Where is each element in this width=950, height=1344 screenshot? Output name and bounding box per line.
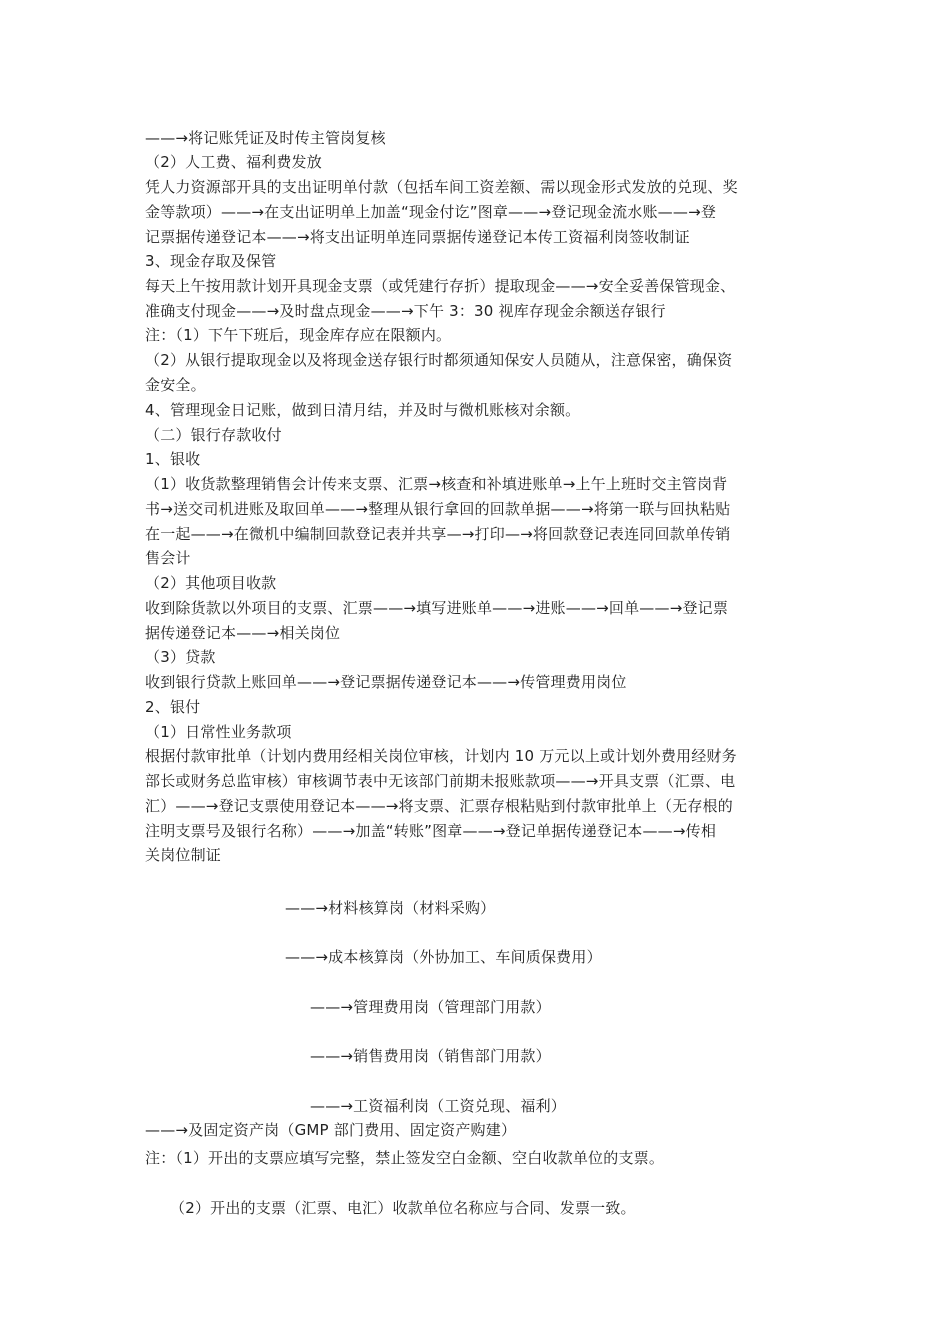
text-line: 根据付款审批单（计划内费用经相关岗位审核，计划内 10 万元以上或计划外费用经财务 [145, 747, 737, 765]
flow-branch: ——→成本核算岗（外协加工、车间质保费用） [285, 948, 602, 966]
subheading: （3）贷款 [145, 648, 216, 666]
flow-branch: ——→管理费用岗（管理部门用款） [310, 998, 551, 1016]
text-line: 汇）——→登记支票使用登记本——→将支票、汇票存根粘贴到付款审批单上（无存根的 [145, 797, 733, 815]
text-line: 金等款项）——→在支出证明单上加盖“现金付讫”图章——→登记现金流水账——→登 [145, 203, 717, 221]
text-line: ——→将记账凭证及时传主管岗复核 [145, 129, 386, 147]
text-line: 每天上午按用款计划开具现金支票（或凭建行存折）提取现金——→安全妥善保管现金、 [145, 277, 736, 295]
note-line: （2）开出的支票（汇票、电汇）收款单位名称应与合同、发票一致。 [170, 1199, 636, 1217]
section-heading: 3、现金存取及保管 [145, 252, 277, 270]
note-line: 金安全。 [145, 376, 206, 394]
note-line: 注：（1）下午下班后，现金库存应在限额内。 [145, 326, 452, 344]
note-line: 注：（1）开出的支票应填写完整，禁止签发空白金额、空白收款单位的支票。 [145, 1149, 665, 1167]
text-line: 收到除货款以外项目的支票、汇票——→填写进账单——→进账——→回单——→登记票 [145, 599, 729, 617]
flow-branch: ——→材料核算岗（材料采购） [285, 899, 496, 917]
section-heading: 1、银收 [145, 450, 201, 468]
text-line: 据传递登记本——→相关岗位 [145, 624, 341, 642]
text-line: 关岗位制证 [145, 846, 222, 864]
text-line: 部长或财务总监审核）审核调节表中无该部门前期未报账款项——→开具支票（汇票、电 [145, 772, 736, 790]
subheading: （2）其他项目收款 [145, 574, 277, 592]
text-line: 注明支票号及银行名称）——→加盖“转账”图章——→登记单据传递登记本——→传相 [145, 822, 717, 840]
flow-branch: ——→销售费用岗（销售部门用款） [310, 1047, 551, 1065]
section-heading: 2、银付 [145, 698, 201, 716]
text-line: （1）收货款整理销售会计传来支票、汇票→核查和补填进账单→上午上班时交主管岗背 [145, 475, 728, 493]
section-heading: 4、管理现金日记账，做到日清月结，并及时与微机账核对余额。 [145, 401, 581, 419]
text-line: 售会计 [145, 549, 191, 567]
subheading: （2）人工费、福利费发放 [145, 153, 322, 171]
text-line: 书→送交司机进账及取回单——→整理从银行拿回的回款单据——→将第一联与回执粘贴 [145, 500, 731, 518]
text-line: 准确支付现金——→及时盘点现金——→下午 3：30 视库存现金余额送存银行 [145, 302, 666, 320]
note-line: （2）从银行提取现金以及将现金送存银行时都须通知保安人员随从，注意保密，确保资 [145, 351, 733, 369]
flow-branch: ——→工资福利岗（工资兑现、福利） [310, 1097, 566, 1115]
flow-branch: ——→及固定资产岗（GMP 部门费用、固定资产购建） [145, 1121, 517, 1139]
text-line: 凭人力资源部开具的支出证明单付款（包括车间工资差额、需以现金形式发放的兑现、奖 [145, 178, 738, 196]
text-line: 收到银行贷款上账回单——→登记票据传递登记本——→传管理费用岗位 [145, 673, 627, 691]
text-line: 记票据传递登记本——→将支出证明单连同票据传递登记本传工资福利岗签收制证 [145, 228, 690, 246]
subheading: （1）日常性业务款项 [145, 723, 292, 741]
section-heading: （二）银行存款收付 [145, 426, 282, 444]
text-line: 在一起——→在微机中编制回款登记表并共享—→打印—→将回款登记表连同回款单传销 [145, 525, 731, 543]
